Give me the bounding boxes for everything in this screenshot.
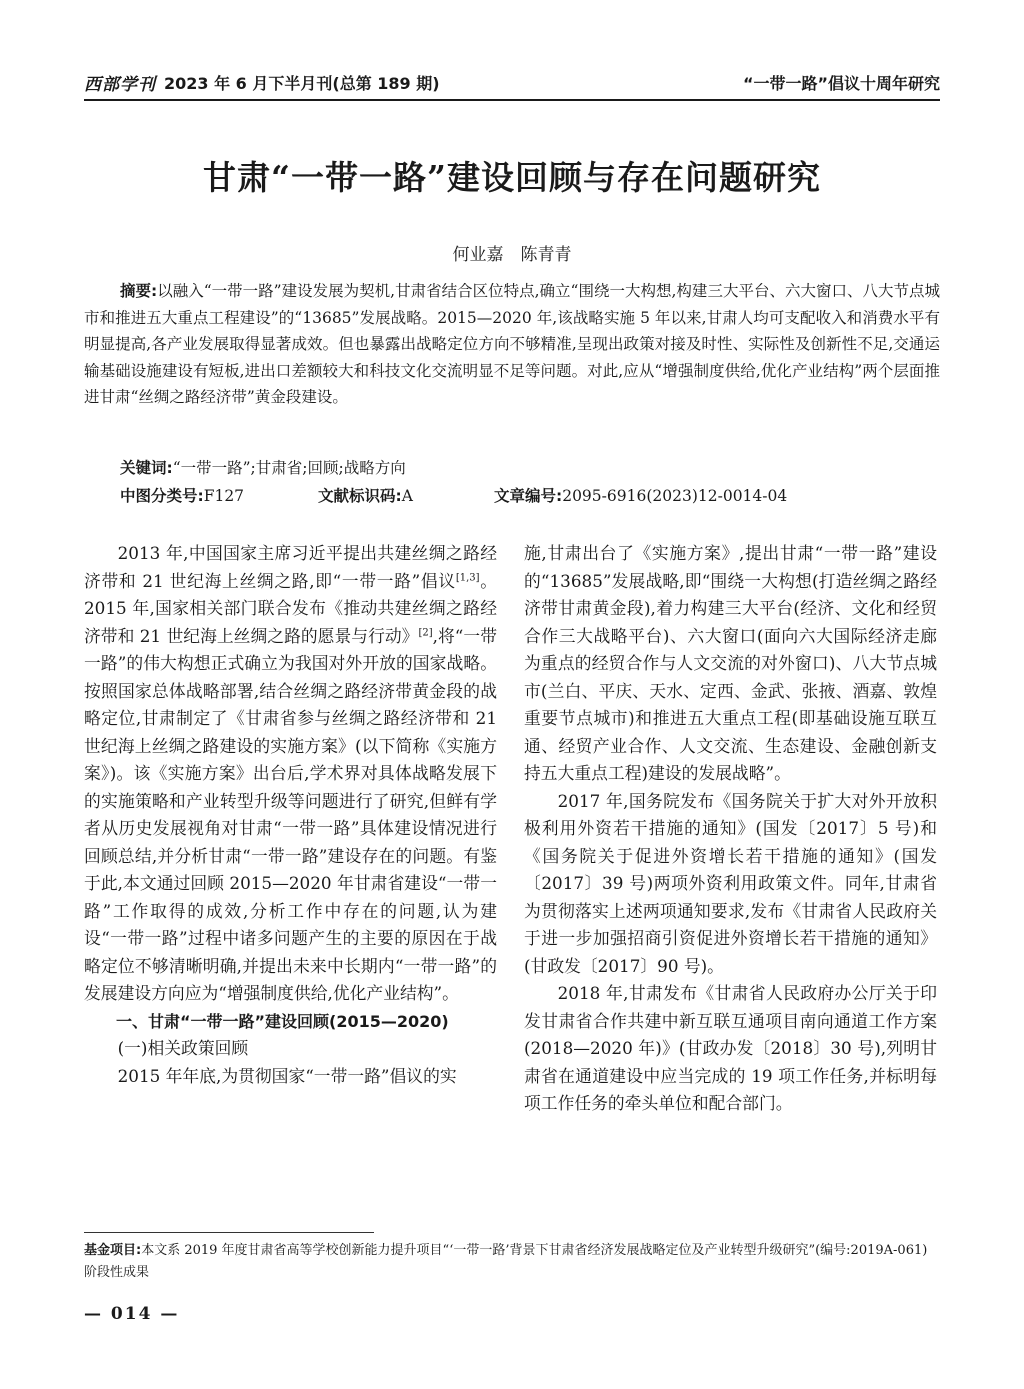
authors: 何业嘉 陈青青 bbox=[452, 245, 572, 265]
citation: [1,3] bbox=[455, 571, 480, 583]
column-name: “一带一路”倡议十周年研究 bbox=[742, 74, 940, 93]
header-rule bbox=[84, 99, 940, 101]
abstract-text: 以融入“一带一路”建设发展为契机,甘肃省结合区位特点,确立“围绕一大构想,构建三大平台、六大窗口、八大节点城市和推进五大重点工程建设”的“13685”发展战略。2015—2020 年,该战略实施 5 年以来,甘肃人均可支配收入和消费水平有明显提高,各产业发展取得显著成效。但也暴露出战略定位方向不够精准,呈现出政策对接及时性、实际性及创新性不足,交通运输基础设施建设有短板,进出口差额较大和科技文化交流明显不足等问题。对此,应从“增强制度供给,优化产业结构”两个层面推进甘肃“丝绸之路经济带”黄金段建设。 bbox=[84, 282, 940, 407]
issue-info: 2023 年 6 月下半月刊(总第 189 期) bbox=[164, 74, 440, 93]
keywords-text: “一带一路”;甘肃省;回顾;战略方向 bbox=[172, 459, 406, 477]
subsection-heading: (一)相关政策回顾 bbox=[117, 1038, 249, 1058]
paragraph: 施,甘肃出台了《实施方案》,提出甘肃“一带一路”建设的“13685”发展战略,即“围绕一大构想(打造丝绸之路经济带甘肃黄金段),着力构建三大平台(经济、文化和经贸合作三大战略平台)、六大窗口(面向六大国际经济走廊为重点的经贸合作与人文交流的对外窗口)、八大节点城市(兰白、平庆、天水、定西、金武、张掖、酒嘉、敦煌重要节点城市)和推进五大重点工程(即基础设施互联互通、经贸产业合作、人文交流、生态建设、金融创新支持五大重点工程)建设的发展战略”。 bbox=[524, 543, 937, 783]
keywords bbox=[120, 456, 940, 478]
footnote-label: 基金项目: bbox=[84, 1243, 142, 1258]
paragraph: 2018 年,甘肃发布《甘肃省人民政府办公厅关于印发甘肃省合作共建中新互联互通项目南向通道工作方案(2018—2020 年)》(甘政办发〔2018〕30 号),列明甘肃省在通道建设中应当完成的 19 项工作任务,并标明每项工作任务的牵头单位和配合部门。 bbox=[524, 983, 937, 1113]
section-heading: 一、甘肃“一带一路”建设回顾(2015—2020) bbox=[116, 1011, 449, 1031]
paragraph: 2013 年,中国国家主席习近平提出共建丝绸之路经济带和 21 世纪海上丝绸之路,即“一带一路”倡议[1,3]。2015 年,国家相关部门联合发布《推动共建丝绸之路经济带和 21 世纪海上丝绸之路的愿景与行动》[2],将“一带一路”的伟大构想正式确立为我国对外开放的国家战略。按照国家总体战略部署,结合丝绸之路经济带黄金段的战略定位,甘肃制定了《甘肃省参与丝绸之路经济带和 21 世纪海上丝绸之路建设的实施方案》(以下简称《实施方案》)。该《实施方案》出台后,学术界对具体战略发展下的实施策略和产业转型升级等问题进行了研究,但鲜有学者从历史发展视角对甘肃“一带一路”具体建设情况进行回顾总结,并分析甘肃“一带一路”建设存在的问题。有鉴于此,本文通过回顾 2015—2020 年甘肃省建设“一带一路”工作取得的成效,分析工作中存在的问题,认为建设“一带一路”过程中诸多问题产生的主要的原因在于战略定位不够清晰明确,并提出未来中长期内“一带一路”的发展建设方向应为“增强制度供给,优化产业结构”。 bbox=[84, 543, 497, 1003]
citation: [2] bbox=[418, 626, 433, 638]
clc-number: 中图分类号:F127 bbox=[120, 487, 245, 505]
body-column-left bbox=[84, 540, 497, 1090]
paragraph: 2017 年,国务院发布《国务院关于扩大对外开放积极利用外资若干措施的通知》(国发〔2017〕5 号)和《国务院关于促进外资增长若干措施的通知》(国发〔2017〕39 号)两项外资利用政策文件。同年,甘肃省为贯彻落实上述两项通知要求,发布《甘肃省人民政府关于进一步加强招商引资促进外资增长若干措施的通知》(甘政发〔2017〕90 号)。 bbox=[524, 790, 937, 976]
keywords-label: 关键词: bbox=[120, 459, 173, 477]
running-header bbox=[84, 70, 940, 98]
article-title: 甘肃“一带一路”建设回顾与存在问题研究 bbox=[203, 158, 821, 197]
article-meta bbox=[120, 484, 940, 508]
article-number: 文章编号:2095-6916(2023)12-0014-04 bbox=[494, 487, 788, 505]
abstract-label: 摘要: bbox=[120, 282, 158, 300]
funding-footnote bbox=[84, 1240, 940, 1284]
abstract bbox=[84, 278, 940, 411]
paragraph: 2015 年年底,为贯彻国家“一带一路”倡议的实 bbox=[117, 1065, 457, 1086]
footnote-rule bbox=[84, 1232, 374, 1233]
body-column-right bbox=[524, 540, 937, 1118]
document-code: 文献标识码:A bbox=[318, 487, 413, 505]
journal-logo: 西部学刊 bbox=[84, 75, 156, 95]
page-number: — 014 — bbox=[84, 1304, 180, 1324]
footnote-text: 本文系 2019 年度甘肃省高等学校创新能力提升项目“‘一带一路’背景下甘肃省经济发展战略定位及产业转型升级研究”(编号:2019A-061)阶段性成果 bbox=[84, 1243, 928, 1280]
